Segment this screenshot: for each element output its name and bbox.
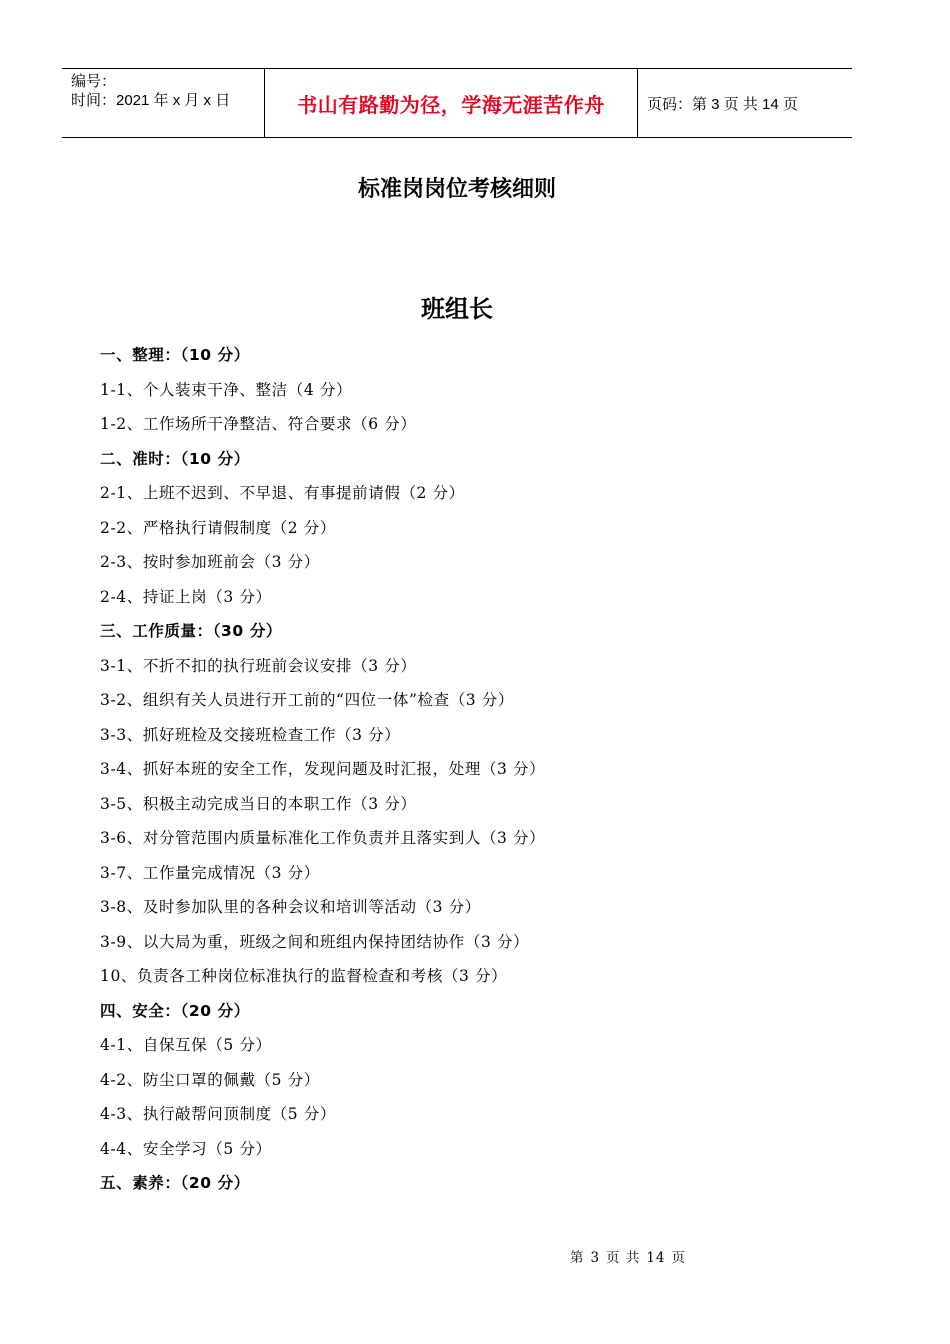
- footer-page-suffix: 页: [671, 1250, 687, 1266]
- footer-page-total: 14: [646, 1250, 666, 1266]
- footer-page-mid: 页 共: [606, 1250, 641, 1266]
- criterion-item: 3-2、组织有关人员进行开工前的“四位一体”检查（3 分）: [100, 691, 514, 709]
- document-subtitle: 班组长: [421, 295, 493, 323]
- section-heading: 三、工作质量：（30 分）: [100, 622, 283, 640]
- section-heading: 二、准时：（10 分）: [100, 449, 250, 468]
- criterion-item: 3-1、不折不扣的执行班前会议安排（3 分）: [100, 656, 417, 675]
- document-time-label: 时间：2021 年 x 月 x 日: [71, 92, 231, 109]
- header-page-info: 页码：第 3 页 共 14 页: [647, 95, 798, 113]
- document-title: 标准岗岗位考核细则: [357, 177, 556, 202]
- section-heading: 四、安全：（20 分）: [100, 1001, 250, 1020]
- criterion-item: 4-3、执行敲帮问顶制度（5 分）: [100, 1105, 336, 1123]
- criterion-item: 4-2、防尘口罩的佩戴（5 分）: [100, 1070, 320, 1089]
- assessment-list: [100, 342, 860, 1205]
- header-page-cell: [637, 69, 852, 137]
- criterion-item: 3-4、抓好本班的安全工作，发现问题及时汇报，处理（3 分）: [100, 760, 546, 778]
- criterion-item: 3-5、积极主动完成当日的本职工作（3 分）: [100, 794, 417, 813]
- document-number-label: 编号：: [71, 73, 117, 90]
- footer-page-current: 3: [590, 1250, 601, 1266]
- criterion-item: 3-9、以大局为重，班级之间和班组内保持团结协作（3 分）: [100, 932, 530, 951]
- header-motto: 书山有路勤为径，学海无涯苦作舟: [297, 92, 605, 117]
- section-heading: 一、整理：（10 分）: [100, 346, 250, 364]
- header-motto-cell: [264, 69, 638, 137]
- header-meta-cell: [62, 69, 264, 137]
- criterion-item: 10、负责各工种岗位标准执行的监督检查和考核（3 分）: [100, 967, 508, 985]
- criterion-item: 1-2、工作场所干净整洁、符合要求（6 分）: [100, 415, 417, 433]
- criterion-item: 1-1、个人装束干净、整洁（4 分）: [100, 380, 353, 399]
- criterion-item: 2-4、持证上岗（3 分）: [100, 587, 272, 606]
- criterion-item: 2-1、上班不迟到、不早退、有事提前请假（2 分）: [100, 484, 465, 502]
- footer-page-prefix: 第: [569, 1250, 585, 1266]
- criterion-item: 3-6、对分管范围内质量标准化工作负责并且落实到人（3 分）: [100, 829, 546, 847]
- criterion-item: 2-2、严格执行请假制度（2 分）: [100, 518, 336, 537]
- section-heading: 五、素养：（20 分）: [100, 1174, 250, 1192]
- document-header: [62, 68, 852, 138]
- criterion-item: 4-4、安全学习（5 分）: [100, 1139, 272, 1158]
- criterion-item: 3-8、及时参加队里的各种会议和培训等活动（3 分）: [100, 898, 481, 916]
- criterion-item: 4-1、自保互保（5 分）: [100, 1036, 272, 1054]
- criterion-item: 3-7、工作量完成情况（3 分）: [100, 863, 320, 882]
- criterion-item: 3-3、抓好班检及交接班检查工作（3 分）: [100, 725, 401, 744]
- criterion-item: 2-3、按时参加班前会（3 分）: [100, 553, 320, 571]
- page-footer: [0, 1246, 950, 1266]
